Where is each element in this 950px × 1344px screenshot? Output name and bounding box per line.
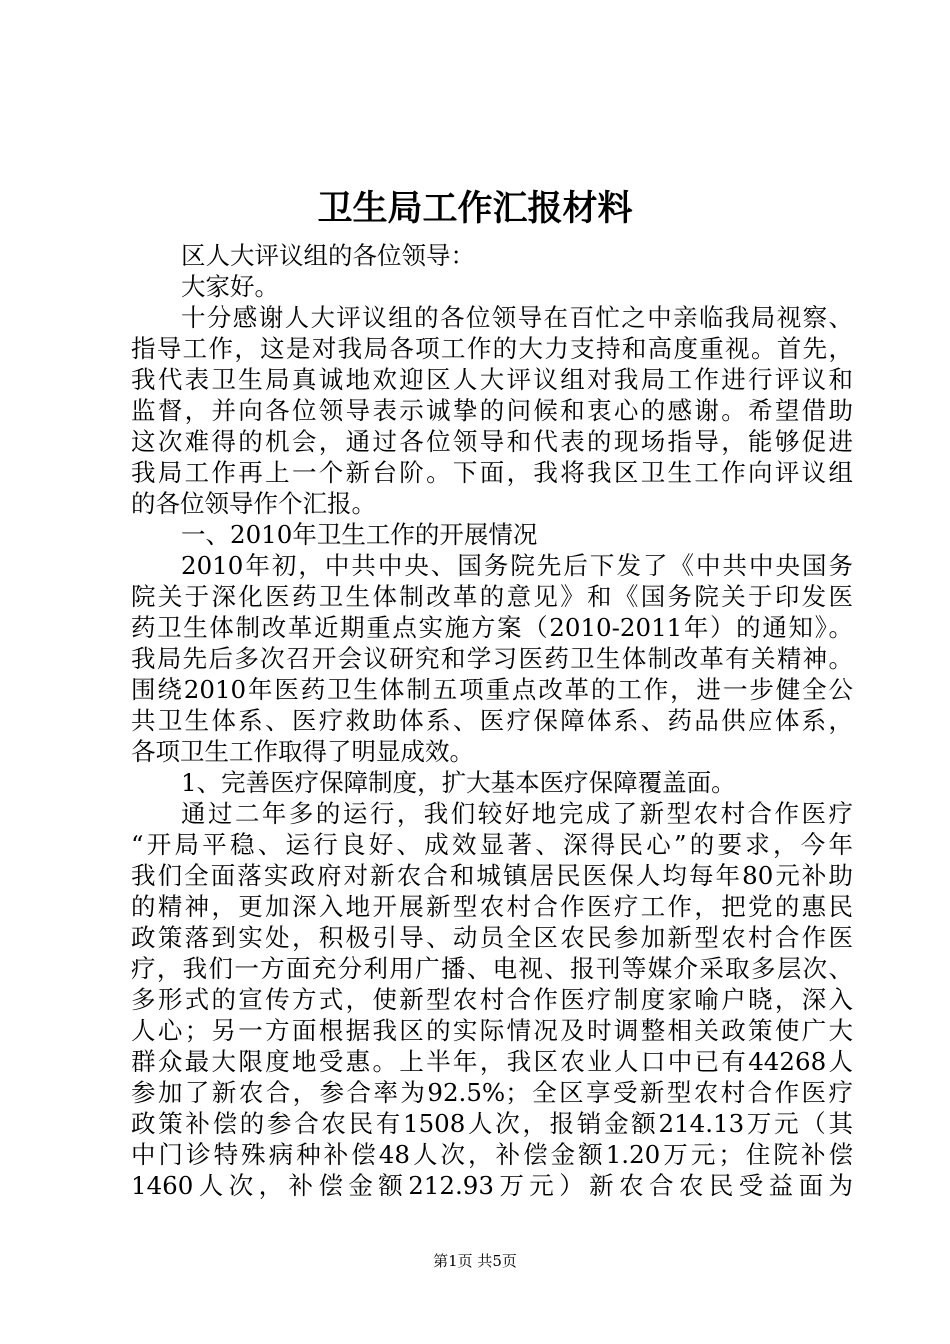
text-line: 围绕2010年医药卫生体制五项重点改革的工作，进一步健全公 (131, 675, 853, 704)
subsection-heading: 1、完善医疗保障制度，扩大基本医疗保障覆盖面。 (181, 768, 736, 797)
text-line: 参加了新农合，参合率为92.5%；全区享受新型农村合作医疗 (131, 1078, 853, 1107)
text-line: 的精神，更加深入地开展新型农村合作医疗工作，把党的惠民 (131, 892, 853, 921)
text-line: 药卫生体制改革近期重点实施方案（2010-2011年）的通知》。 (131, 613, 853, 642)
text-line: 政策补偿的参合农民有1508人次，报销金额214.13万元（其 (131, 1109, 853, 1138)
text-line: 十分感谢人大评议组的各位领导在百忙之中亲临我局视察、 (181, 303, 853, 332)
text-line: 的各位领导作个汇报。 (131, 489, 376, 518)
text-line: “开局平稳、运行良好、成效显著、深得民心”的要求，今年 (131, 830, 853, 859)
document-body (131, 240, 853, 1201)
text-line: 中门诊特殊病种补偿48人次，补偿金额1.20万元；住院补偿 (131, 1140, 853, 1169)
text-line: 这次难得的机会，通过各位领导和代表的现场指导，能够促进 (131, 427, 853, 456)
document-title: 卫生局工作汇报材料 (317, 188, 633, 229)
section-heading: 一、2010年卫生工作的开展情况 (181, 520, 538, 549)
text-line: 疗，我们一方面充分利用广播、电视、报刊等媒介采取多层次、 (131, 954, 853, 983)
page-footer: 第1页 共5页 (433, 1252, 517, 1270)
text-line: 我局工作再上一个新台阶。下面，我将我区卫生工作向评议组 (131, 458, 853, 487)
text-line: 院关于深化医药卫生体制改革的意见》和《国务院关于印发医 (131, 582, 853, 611)
text-line: 我代表卫生局真诚地欢迎区人大评议组对我局工作进行评议和 (131, 365, 853, 394)
text-line: 指导工作，这是对我局各项工作的大力支持和高度重视。首先， (131, 334, 853, 363)
text-line: 共卫生体系、医疗救助体系、医疗保障体系、药品供应体系， (131, 706, 853, 735)
text-line: 我们全面落实政府对新农合和城镇居民医保人均每年80元补助 (131, 861, 853, 890)
text-line: 各项卫生工作取得了明显成效。 (131, 737, 474, 766)
text-line: 多形式的宣传方式，使新型农村合作医疗制度家喻户晓，深入 (131, 985, 853, 1014)
text-line: 通过二年多的运行，我们较好地完成了新型农村合作医疗 (181, 799, 853, 828)
text-line: 群众最大限度地受惠。上半年，我区农业人口中已有44268人 (131, 1047, 853, 1076)
text-line: 2010年初，中共中央、国务院先后下发了《中共中央国务 (181, 551, 853, 580)
text-line: 1460人次，补偿金额212.93万元）新农合农民受益面为 (131, 1171, 853, 1200)
text-line: 人心；另一方面根据我区的实际情况及时调整相关政策使广大 (131, 1016, 853, 1045)
text-line: 政策落到实处，积极引导、动员全区农民参加新型农村合作医 (131, 923, 853, 952)
salutation-line: 区人大评议组的各位领导： (181, 241, 475, 270)
text-line: 我局先后多次召开会议研究和学习医药卫生体制改革有关精神。 (131, 644, 853, 673)
text-line: 监督，并向各位领导表示诚挚的问候和衷心的感谢。希望借助 (131, 396, 853, 425)
greeting-line: 大家好。 (181, 272, 279, 301)
